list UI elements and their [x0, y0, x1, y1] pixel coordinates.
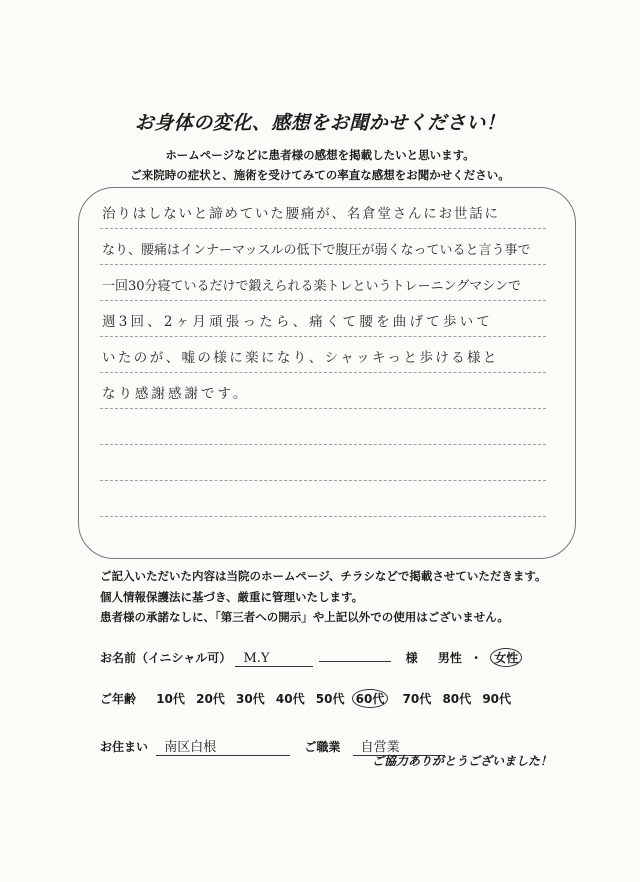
- comment-line: [100, 337, 546, 373]
- name-field: M.Y: [235, 651, 313, 667]
- comment-line: [100, 445, 546, 481]
- comment-text: いたのが、嘘の様に楽になり、シャッキっと歩ける様と: [102, 350, 499, 366]
- comment-text: なり、腰痛はインナーマッスルの低下で腹圧が弱くなっていると言う事で: [102, 243, 531, 258]
- occupation-field: 自営業: [353, 736, 445, 756]
- gender-separator: ・: [470, 651, 483, 665]
- name-label: お名前（イニシャル可）: [100, 651, 232, 665]
- notice-text-1: ご記入いただいた内容は当院のホームページ、チラシなどで掲載させていただきます。: [100, 569, 547, 583]
- age-option: 90代: [482, 692, 512, 706]
- comment-text: 週3回、2ヶ月頑張ったら、痛くて腰を曲げて歩いて: [102, 314, 493, 330]
- comment-line: [100, 409, 546, 445]
- thanks-message: ご協力ありがとうございました！: [372, 754, 553, 768]
- honorific: 様: [405, 651, 418, 665]
- age-option: 70代: [402, 692, 432, 706]
- age-option: 40代: [275, 692, 305, 706]
- comment-line: [100, 229, 546, 265]
- age-option-selected: 60代: [352, 689, 389, 708]
- form-title: お身体の変化、感想をお聞かせください！: [134, 112, 506, 134]
- comment-line: [100, 193, 546, 229]
- gender-female-selected: 女性: [490, 648, 522, 667]
- comment-text: なり感謝感謝です。: [102, 386, 250, 402]
- comment-line: [100, 373, 546, 409]
- comment-line: [100, 301, 546, 337]
- notice-text-2: 個人情報保護法に基づき、厳重に管理いたします。: [100, 590, 364, 604]
- intro-text-2: ご来院時の症状と、施術を受けてみての率直な感想をお聞かせください。: [130, 168, 510, 182]
- age-option: 30代: [235, 692, 265, 706]
- intro-text-1: ホームページなどに患者様の感想を掲載したいと思います。: [165, 148, 475, 162]
- comment-line: [100, 265, 546, 301]
- age-option: 80代: [442, 692, 472, 706]
- address-label: お住まい: [100, 740, 149, 754]
- age-option: 50代: [315, 692, 345, 706]
- name-row: [100, 649, 518, 667]
- age-row: [100, 690, 518, 707]
- comment-text: 一回30分寝ているだけで鍛えられる楽トレというトレーニングマシンで: [102, 279, 521, 294]
- address-field: 南区白根: [156, 736, 290, 756]
- comment-text: 治りはしないと諦めていた腰痛が、名倉堂さんにお世話に: [102, 206, 500, 222]
- notice-text-3: 患者様の承諾なしに、「第三者への開示」や上記以外での使用はございません。: [100, 610, 509, 624]
- gender-male: 男性: [437, 651, 462, 665]
- age-label: ご年齢: [100, 692, 137, 706]
- age-option: 20代: [196, 692, 225, 706]
- name-field-extension: [319, 661, 391, 662]
- age-option: 10代: [156, 692, 185, 706]
- occupation-label: ご職業: [304, 740, 341, 754]
- comment-line: [100, 481, 546, 517]
